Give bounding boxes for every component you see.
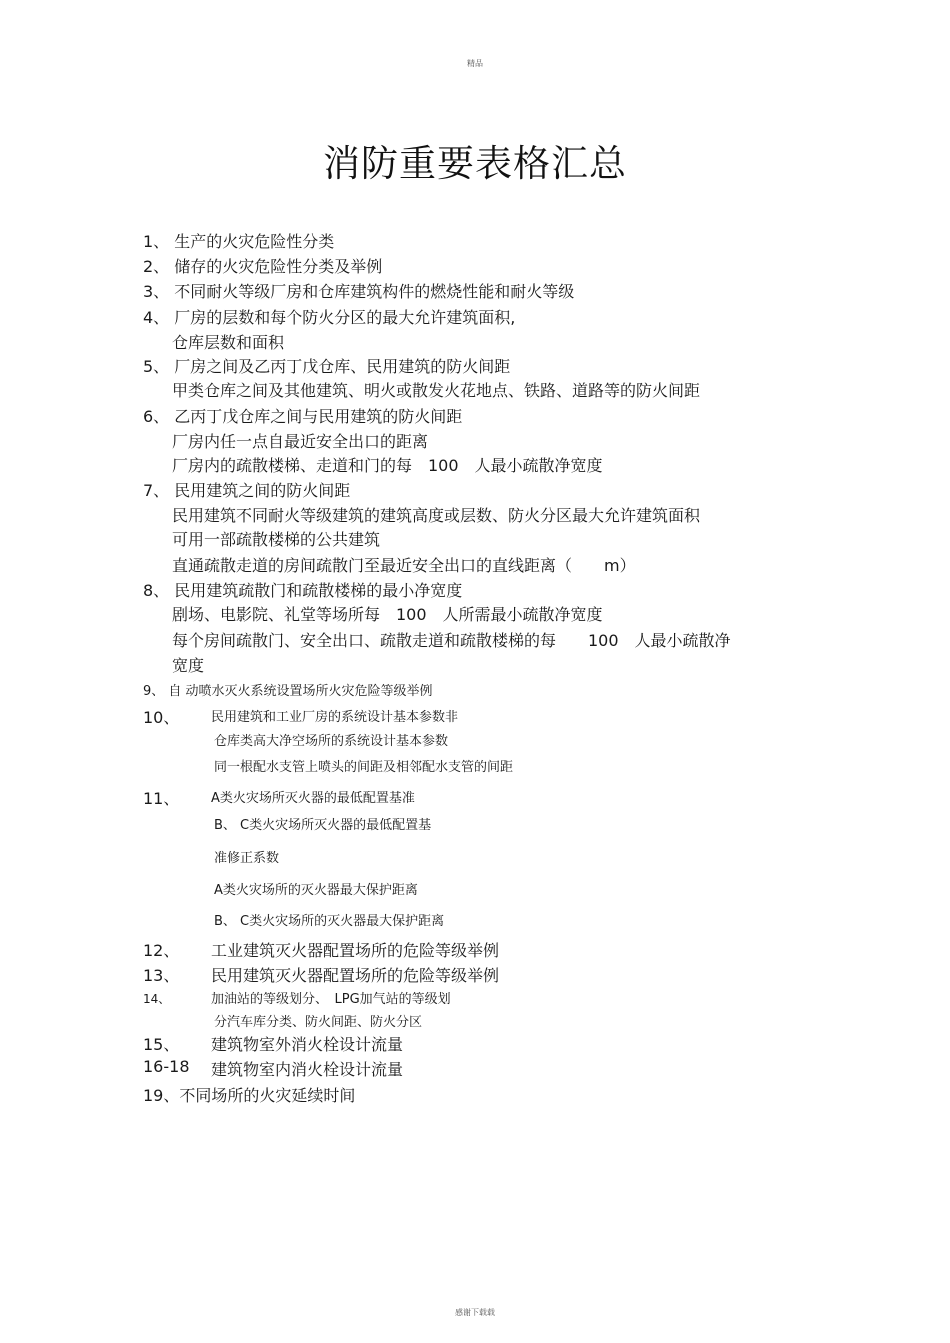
toc-item-11-line-5: B、 C类火灾场所的灭火器最大保护距离 — [214, 914, 445, 929]
toc-item-3: 3、 不同耐火等级厂房和仓库建筑构件的燃烧性能和耐火等级 — [143, 282, 575, 301]
toc-item-8: 8、 民用建筑疏散门和疏散楼梯的最小净宽度 — [143, 581, 463, 600]
toc-item-11-line-4: A类火灾场所的灭火器最大保护距离 — [214, 883, 418, 898]
toc-item-7-line-3: 可用一部疏散楼梯的公共建筑 — [172, 530, 381, 549]
toc-item-9: 9、 自 动喷水灭火系统设置场所火灾危险等级举例 — [143, 684, 433, 699]
toc-item-10-line-2: 仓库类高大净空场所的系统设计基本参数 — [214, 734, 449, 749]
toc-item-4-line-2: 仓库层数和面积 — [172, 333, 285, 352]
toc-item-8-line-2: 剧场、电影院、礼堂等场所每 100 人所需最小疏散净宽度 — [172, 605, 603, 624]
toc-item-16-18-number: 16-18 — [143, 1057, 190, 1076]
page-title: 消防重要表格汇总 — [323, 142, 627, 185]
toc-item-6: 6、 乙丙丁戊仓库之间与民用建筑的防火间距 — [143, 407, 463, 426]
toc-item-2: 2、 储存的火灾危险性分类及举例 — [143, 257, 383, 276]
toc-item-12-number: 12、 — [143, 941, 180, 960]
toc-item-6-line-2: 厂房内任一点自最近安全出口的距离 — [172, 432, 429, 451]
toc-item-11: A类火灾场所灭火器的最低配置基准 — [211, 791, 415, 806]
toc-item-6-line-3: 厂房内的疏散楼梯、走道和门的每 100 人最小疏散净宽度 — [172, 456, 603, 475]
toc-item-15-number: 15、 — [143, 1035, 180, 1054]
toc-item-11-line-2: B、 C类火灾场所灭火器的最低配置基 — [214, 818, 432, 833]
toc-item-13-number: 13、 — [143, 966, 180, 985]
toc-item-8-line-3: 每个房间疏散门、安全出口、疏散走道和疏散楼梯的每 100 人最小疏散净 — [172, 631, 731, 650]
page-footer: 感谢下载载 — [455, 1308, 495, 1317]
toc-item-16-18: 建筑物室内消火栓设计流量 — [211, 1060, 404, 1079]
toc-item-12: 工业建筑灭火器配置场所的危险等级举例 — [211, 941, 500, 960]
toc-item-14-number: 14、 — [143, 992, 171, 1006]
toc-item-8-line-4: 宽度 — [172, 656, 205, 675]
toc-item-7-line-4: 直通疏散走道的房间疏散门至最近安全出口的直线距离（ m） — [172, 556, 636, 575]
toc-item-11-number: 11、 — [143, 789, 180, 808]
toc-item-15: 建筑物室外消火栓设计流量 — [211, 1035, 404, 1054]
toc-item-5: 5、 厂房之间及乙丙丁戊仓库、民用建筑的防火间距 — [143, 357, 511, 376]
toc-item-10-line-3: 同一根配水支管上喷头的间距及相邻配水支管的间距 — [214, 760, 514, 775]
toc-item-11-line-3: 准修正系数 — [214, 851, 280, 866]
toc-item-13: 民用建筑灭火器配置场所的危险等级举例 — [211, 966, 500, 985]
page-header: 精品 — [467, 59, 483, 68]
toc-item-1: 1、 生产的火灾危险性分类 — [143, 232, 335, 251]
toc-item-14-line-2: 分汽车库分类、防火间距、防火分区 — [214, 1015, 423, 1030]
toc-item-19: 19、不同场所的火灾延续时间 — [143, 1086, 356, 1105]
toc-item-5-line-2: 甲类仓库之间及其他建筑、明火或散发火花地点、铁路、道路等的防火间距 — [172, 381, 701, 400]
toc-item-7: 7、 民用建筑之间的防火间距 — [143, 481, 351, 500]
toc-item-10-number: 10、 — [143, 708, 180, 727]
toc-item-14: 加油站的等级划分、 LPG加气站的等级划 — [211, 992, 451, 1007]
toc-item-4: 4、 厂房的层数和每个防火分区的最大允许建筑面积, — [143, 308, 516, 327]
toc-item-7-line-2: 民用建筑不同耐火等级建筑的建筑高度或层数、防火分区最大允许建筑面积 — [172, 506, 701, 525]
toc-item-10: 民用建筑和工业厂房的系统设计基本参数非 — [211, 710, 459, 725]
